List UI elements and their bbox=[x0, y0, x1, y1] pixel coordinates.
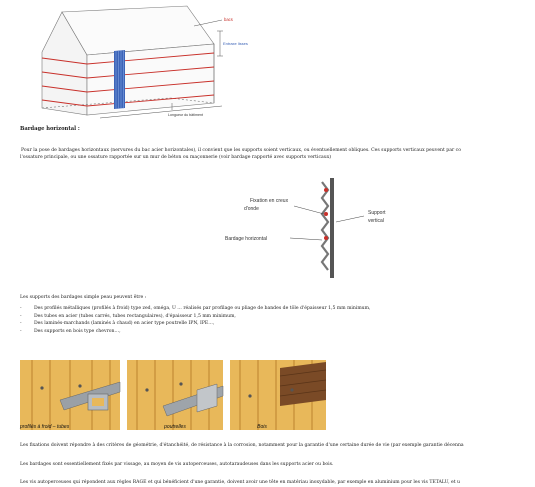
svg-text:vertical: vertical bbox=[368, 218, 384, 224]
list-item: - Des profilés métalliques (profilés à froid) type zed, oméga, U … réalisés par profilage ou pliage de bandes de tôle d'épaisseur 1,5 mm minimum, bbox=[20, 306, 371, 311]
label-bac: bacs bbox=[224, 17, 233, 22]
photo-profiles bbox=[20, 360, 120, 430]
cladding-panel bbox=[114, 50, 125, 109]
supports-list bbox=[20, 305, 370, 335]
paragraph-fixations: Les fixations doivent répondre à des critères de géométrie, d'étanchéité, de résistance à la corrosion, notamment pour la garantie d'une certaine durée de vie (par exemple garantie décenna bbox=[20, 443, 464, 448]
label-fixation: Fixation en creux bbox=[250, 198, 289, 204]
label-support: Support bbox=[368, 210, 386, 216]
list-item: - Des supports en bois type chevron…, bbox=[20, 328, 121, 334]
paragraph-vis: Les vis autoperceuses qui répondent aux règles RAGE et qui bénéficient d'une garantie, doivent avoir une tête en matériau inoxydable, par exemple en aluminium pour les vis TETALU, et u bbox=[20, 480, 461, 485]
photo-poutrelles bbox=[127, 360, 223, 430]
fixation-diagram bbox=[222, 178, 386, 284]
photo-caption-bois: Bois bbox=[257, 424, 267, 430]
photo-caption-profiles: profilés à froid – tubes bbox=[20, 424, 70, 430]
paragraph-bardages: Les bardages sont essentiellement fixés par vissage, au moyen de vis autoperceuses, autotaraudeuses dans les supports acier ou bois. bbox=[20, 462, 334, 467]
label-longueur: Longueur du bâtiment bbox=[168, 113, 203, 117]
label-entraxe: Entraxe lisses bbox=[223, 41, 248, 46]
list-item: - Des tubes en acier (tubes carrés, tubes rectangulaires), d'épaisseur 1,5 mm minimum, bbox=[20, 313, 236, 319]
photo-bois bbox=[230, 360, 326, 430]
vertical-support bbox=[330, 178, 334, 278]
svg-text:d'onde: d'onde bbox=[244, 206, 259, 212]
label-bardage: Bardage horizontal bbox=[225, 236, 267, 242]
section-heading: Bardage horizontal : bbox=[20, 126, 80, 132]
list-item: - Des laminés-marchands (laminés à chaud) en acier type poutrelle IPN, IPE…, bbox=[20, 321, 215, 327]
supports-intro: Les supports des bardages simple peau peuvent être : bbox=[20, 295, 147, 300]
photo-caption-poutrelles: poutrelles bbox=[164, 424, 186, 430]
building-diagram bbox=[22, 0, 262, 122]
paragraph-1-line-1: Pour la pose de bardages horizontaux (nervures du bac acier horizontales), il convient que les supports soient verticaux, ou éventuellement obliques. Ces supports verticaux peuvent par co bbox=[21, 148, 461, 153]
paragraph-1-line-2: l'ossature principale, ou une ossature rapportée sur un mur de béton ou maçonnerie (voir bardage rapporté avec supports verticaux) bbox=[20, 155, 332, 160]
cladding-profile bbox=[322, 182, 328, 270]
